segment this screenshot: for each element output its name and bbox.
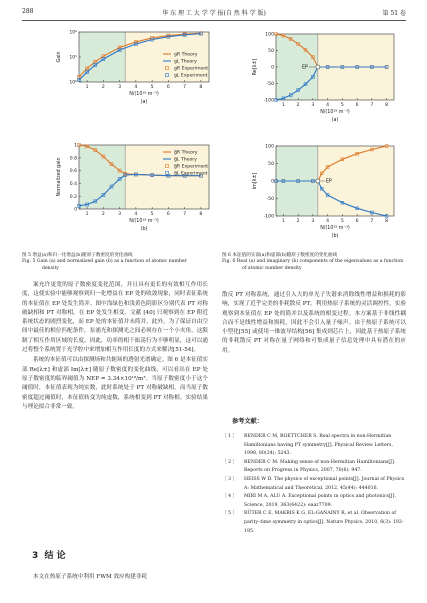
y-tick-label: 1 (74, 143, 77, 149)
x-tick-label: 8 (385, 219, 389, 224)
reference-number: ［ 1 ］ (222, 434, 238, 439)
references-list (222, 433, 406, 536)
x-tick-label: 2 (101, 85, 105, 90)
y-tick-label: 10¹ (69, 55, 77, 61)
y-tick-label: 0.2 (69, 194, 77, 200)
figure6b-chart (250, 140, 400, 245)
x-axis-label: N/(10¹⁸ m⁻³) (129, 92, 159, 97)
panel-label: (b) (331, 234, 339, 239)
reference-number: ［ 4 ］ (222, 494, 238, 500)
figure6-caption (222, 253, 406, 272)
panel-label: (a) (140, 100, 148, 105)
y-axis-label: Normalized gain (57, 157, 62, 197)
figure6a-chart (250, 28, 400, 128)
figure5-caption-en: Fig. 5 Gain (a) and normalized gain (b) as a function of atomic number density (22, 259, 187, 271)
ep-marker (316, 179, 320, 183)
y-tick-label: 100 (265, 32, 274, 38)
x-tick-label: 5 (340, 103, 344, 108)
x-axis-label: N/(10¹⁸ m⁻³) (129, 219, 159, 224)
y-tick-label: 0.6 (69, 169, 77, 175)
legend-entry: g̅R Experiment (174, 164, 209, 170)
x-tick-label: 3 (118, 85, 122, 90)
y-tick-label: -100 (263, 98, 274, 104)
header-rule (22, 20, 406, 21)
y-tick-label: 0 (74, 207, 77, 213)
x-axis-label: N/(10¹⁸ m⁻³) (320, 226, 350, 231)
legend-entry: gR Theory (174, 52, 198, 58)
x-tick-label: 5 (150, 212, 154, 217)
right-column-text (222, 291, 406, 356)
conclusion-text (22, 573, 208, 582)
figure5a-chart (55, 28, 215, 112)
references-heading: 参考文献： (232, 418, 263, 425)
ep-label: EP (301, 65, 308, 71)
x-tick-label: 5 (150, 85, 154, 90)
section-heading (32, 548, 66, 561)
panel-label: (a) (331, 118, 339, 123)
y-tick-label: 10² (69, 30, 77, 36)
x-tick-label: 5 (340, 219, 344, 224)
x-tick-label: 7 (183, 85, 187, 90)
reference-number: ［ 2 ］ (222, 459, 238, 465)
x-tick-label: 4 (326, 103, 330, 108)
page-number: 288 (22, 8, 34, 15)
y-tick-label: 10⁰ (69, 80, 77, 86)
figure6-caption-cn: 图 6 本征值的实部(a)和虚部(b)随原子数密度的变化曲线 (222, 253, 338, 258)
volume-label: 第 51 卷 (382, 10, 406, 17)
legend-entry: gL Experiment (174, 73, 208, 79)
x-tick-label: 2 (296, 103, 300, 108)
x-tick-label: 7 (370, 219, 374, 224)
x-tick-label: 2 (296, 219, 300, 224)
figure6-caption-en: Fig. 6 Real (a) and imaginary (b) components of the eigenvalues as a function of atomic number density (222, 259, 404, 271)
reference-item (222, 510, 406, 536)
paragraph: 案允许更宽的原子数密度变化范围，并且具有更长的有效相互作用长度，这使实验中能够观察到归一化增益在 EP 处的收敛现象，同时表征系统的本征值在 EP 处发生简并。图中浅绿色和浅黄色阴影区分别代表 PT 对称破缺相和 PT 对称相，在 EP 处发生相变。文献 [40] 只观察到在 EP 附近系统状态的剧烈变化，而 EP 处的本征值并未简并。此外，为了保证自由空间中最佳的相位匹配条件，泵浦光和探测光之间必须存在一个小夹角，这限制了相互作用区域的长度。因此，功率的相干振荡行为不够明显，这可以通过将整个系统置于光学腔中来增加相互作用长度的方式来解决[51-54]。 (22, 282, 208, 354)
x-tick-label: 4 (134, 85, 138, 90)
paragraph: 系统的本征值可以由探测场和共轭场的透射光谱确定。图 6 是本征值实部 Re[λ±] 和虚部 Im[λ±] 随原子数密度的变化曲线，可以看出在 EP 处原子数密度的临界阈值为 NEP = 3.34×10¹⁸/m³。当原子数密度小于这个阈值时，本征值表现为纯实数，此时系统处于 PT 对称破缺相，而当原子数密度超过阈值时，本征值转变为纯虚数，系统相变到 PT 对称相。实验结果与理论拟合非常一致。 (22, 357, 208, 410)
y-axis-label: Gain (57, 51, 62, 63)
x-tick-label: 6 (355, 103, 359, 108)
paragraph: 本文在热原子系统中利用 FWM 效应构建非耗 (33, 574, 148, 580)
figure5-caption (22, 253, 202, 272)
y-tick-label: 0 (271, 65, 274, 71)
legend-entry: g̅L Experiment (174, 171, 208, 177)
reference-item (222, 493, 406, 510)
x-tick-label: 3 (311, 103, 315, 108)
y-tick-label: 50 (268, 49, 274, 55)
shaded-region-broken (79, 145, 125, 209)
reference-text: HEISS W D. The physics of exceptional points[J]. Journal of Physics A: Mathematical and Theoretical, 2012, 45(44): 444016. (244, 476, 405, 491)
reference-text: BENDER C M. Making sense of non-Hermitian Hamiltonians[J]. Reports on Progress in Physics, 2007, 70(6): 947. (244, 459, 396, 474)
x-tick-label: 8 (199, 85, 203, 90)
x-tick-label: 7 (183, 212, 187, 217)
y-axis-label: Im[λ±] (253, 172, 258, 190)
y-tick-label: 0.8 (69, 156, 77, 162)
x-tick-label: 1 (85, 212, 89, 217)
x-tick-label: 6 (166, 212, 170, 217)
x-tick-label: 4 (134, 212, 138, 217)
reference-item (222, 459, 406, 476)
left-column-text (22, 281, 208, 412)
y-tick-label: -50 (266, 197, 274, 203)
y-tick-label: 100 (265, 144, 274, 150)
journal-title: 华 东 理 工 大 学 学 报(自 然 科 学 版) (162, 10, 266, 17)
y-tick-label: 50 (268, 162, 274, 168)
y-tick-label: -50 (266, 82, 274, 88)
figure5-caption-cn: 图 5 增益(a)和归一化增益(b)随原子数密度的变化曲线 (22, 253, 133, 258)
ep-marker (316, 65, 320, 69)
y-tick-label: 0 (271, 179, 274, 185)
y-axis-label: Re[λ±] (253, 58, 258, 76)
x-tick-label: 8 (385, 103, 389, 108)
x-tick-label: 1 (281, 103, 285, 108)
section-number: 3 (32, 551, 39, 561)
reference-text: MIRI M A, ALU A. Exceptional points in optics and photonics[J]. Science, 2019, 363(6422): eaar7709. (244, 494, 396, 508)
reference-item (222, 433, 406, 459)
legend-entry: gL Theory (174, 59, 197, 65)
x-tick-label: 1 (85, 85, 89, 90)
x-tick-label: 2 (101, 212, 105, 217)
legend-entry: g̅L Theory (174, 157, 197, 163)
y-tick-label: 0.4 (69, 182, 77, 187)
legend-entry: gR Experiment (174, 66, 209, 72)
reference-number: ［ 5 ］ (222, 511, 238, 517)
x-tick-label: 1 (281, 219, 285, 224)
x-tick-label: 3 (311, 219, 315, 224)
paragraph: 散反 PT 对称系统，通过引入大的单光子失谐来消除线性增益和损耗的影响，实现了近乎完美的非耗散反 PT。利用热原子系统的灵活调控性，实验观察到本征值在 EP 处的简并以及系统的相变过程。本方案基于非线性耦合而不是线性增益和损耗，因此不会引入量子噪声。由于热原子系统可以小型化[55] 或使用一维波导结构[56] 集成到芯片上，因此基于热原子系统的非耗散反 PT 对称在量子网络和可集成量子信息处理中具有潜在的应用。 (222, 292, 406, 354)
y-tick-label: -100 (263, 214, 274, 220)
x-tick-label: 6 (166, 85, 170, 90)
reference-number: ［ 3 ］ (222, 476, 238, 482)
x-tick-label: 4 (326, 219, 330, 224)
x-tick-label: 6 (355, 219, 359, 224)
x-tick-label: 8 (199, 212, 203, 217)
reference-text: RÜTER C E, MAKRIS K G, EL-GANAINY R, et al. Observation of parity–time symmetry in optics[J]. Nature Physics, 2010, 6(3): 192-195. (244, 511, 404, 534)
reference-text: BENDER C M, BOETTCHER S. Real spectra in non-Hermitian Hamiltonians having PT symmetry[J]. Physical Review Letters, 1998, 80(24): 5243. (244, 434, 393, 457)
running-header (22, 8, 406, 20)
x-tick-label: 7 (370, 103, 374, 108)
reference-item (222, 476, 406, 493)
legend-entry: g̅R Theory (174, 150, 198, 156)
ep-label: EP (325, 179, 332, 185)
figure5b-chart (55, 140, 215, 240)
panel-label: (b) (140, 227, 148, 232)
x-tick-label: 3 (118, 212, 122, 217)
x-axis-label: N/(10¹⁸ m⁻³) (320, 110, 350, 115)
section-title: 结 论 (44, 551, 66, 561)
